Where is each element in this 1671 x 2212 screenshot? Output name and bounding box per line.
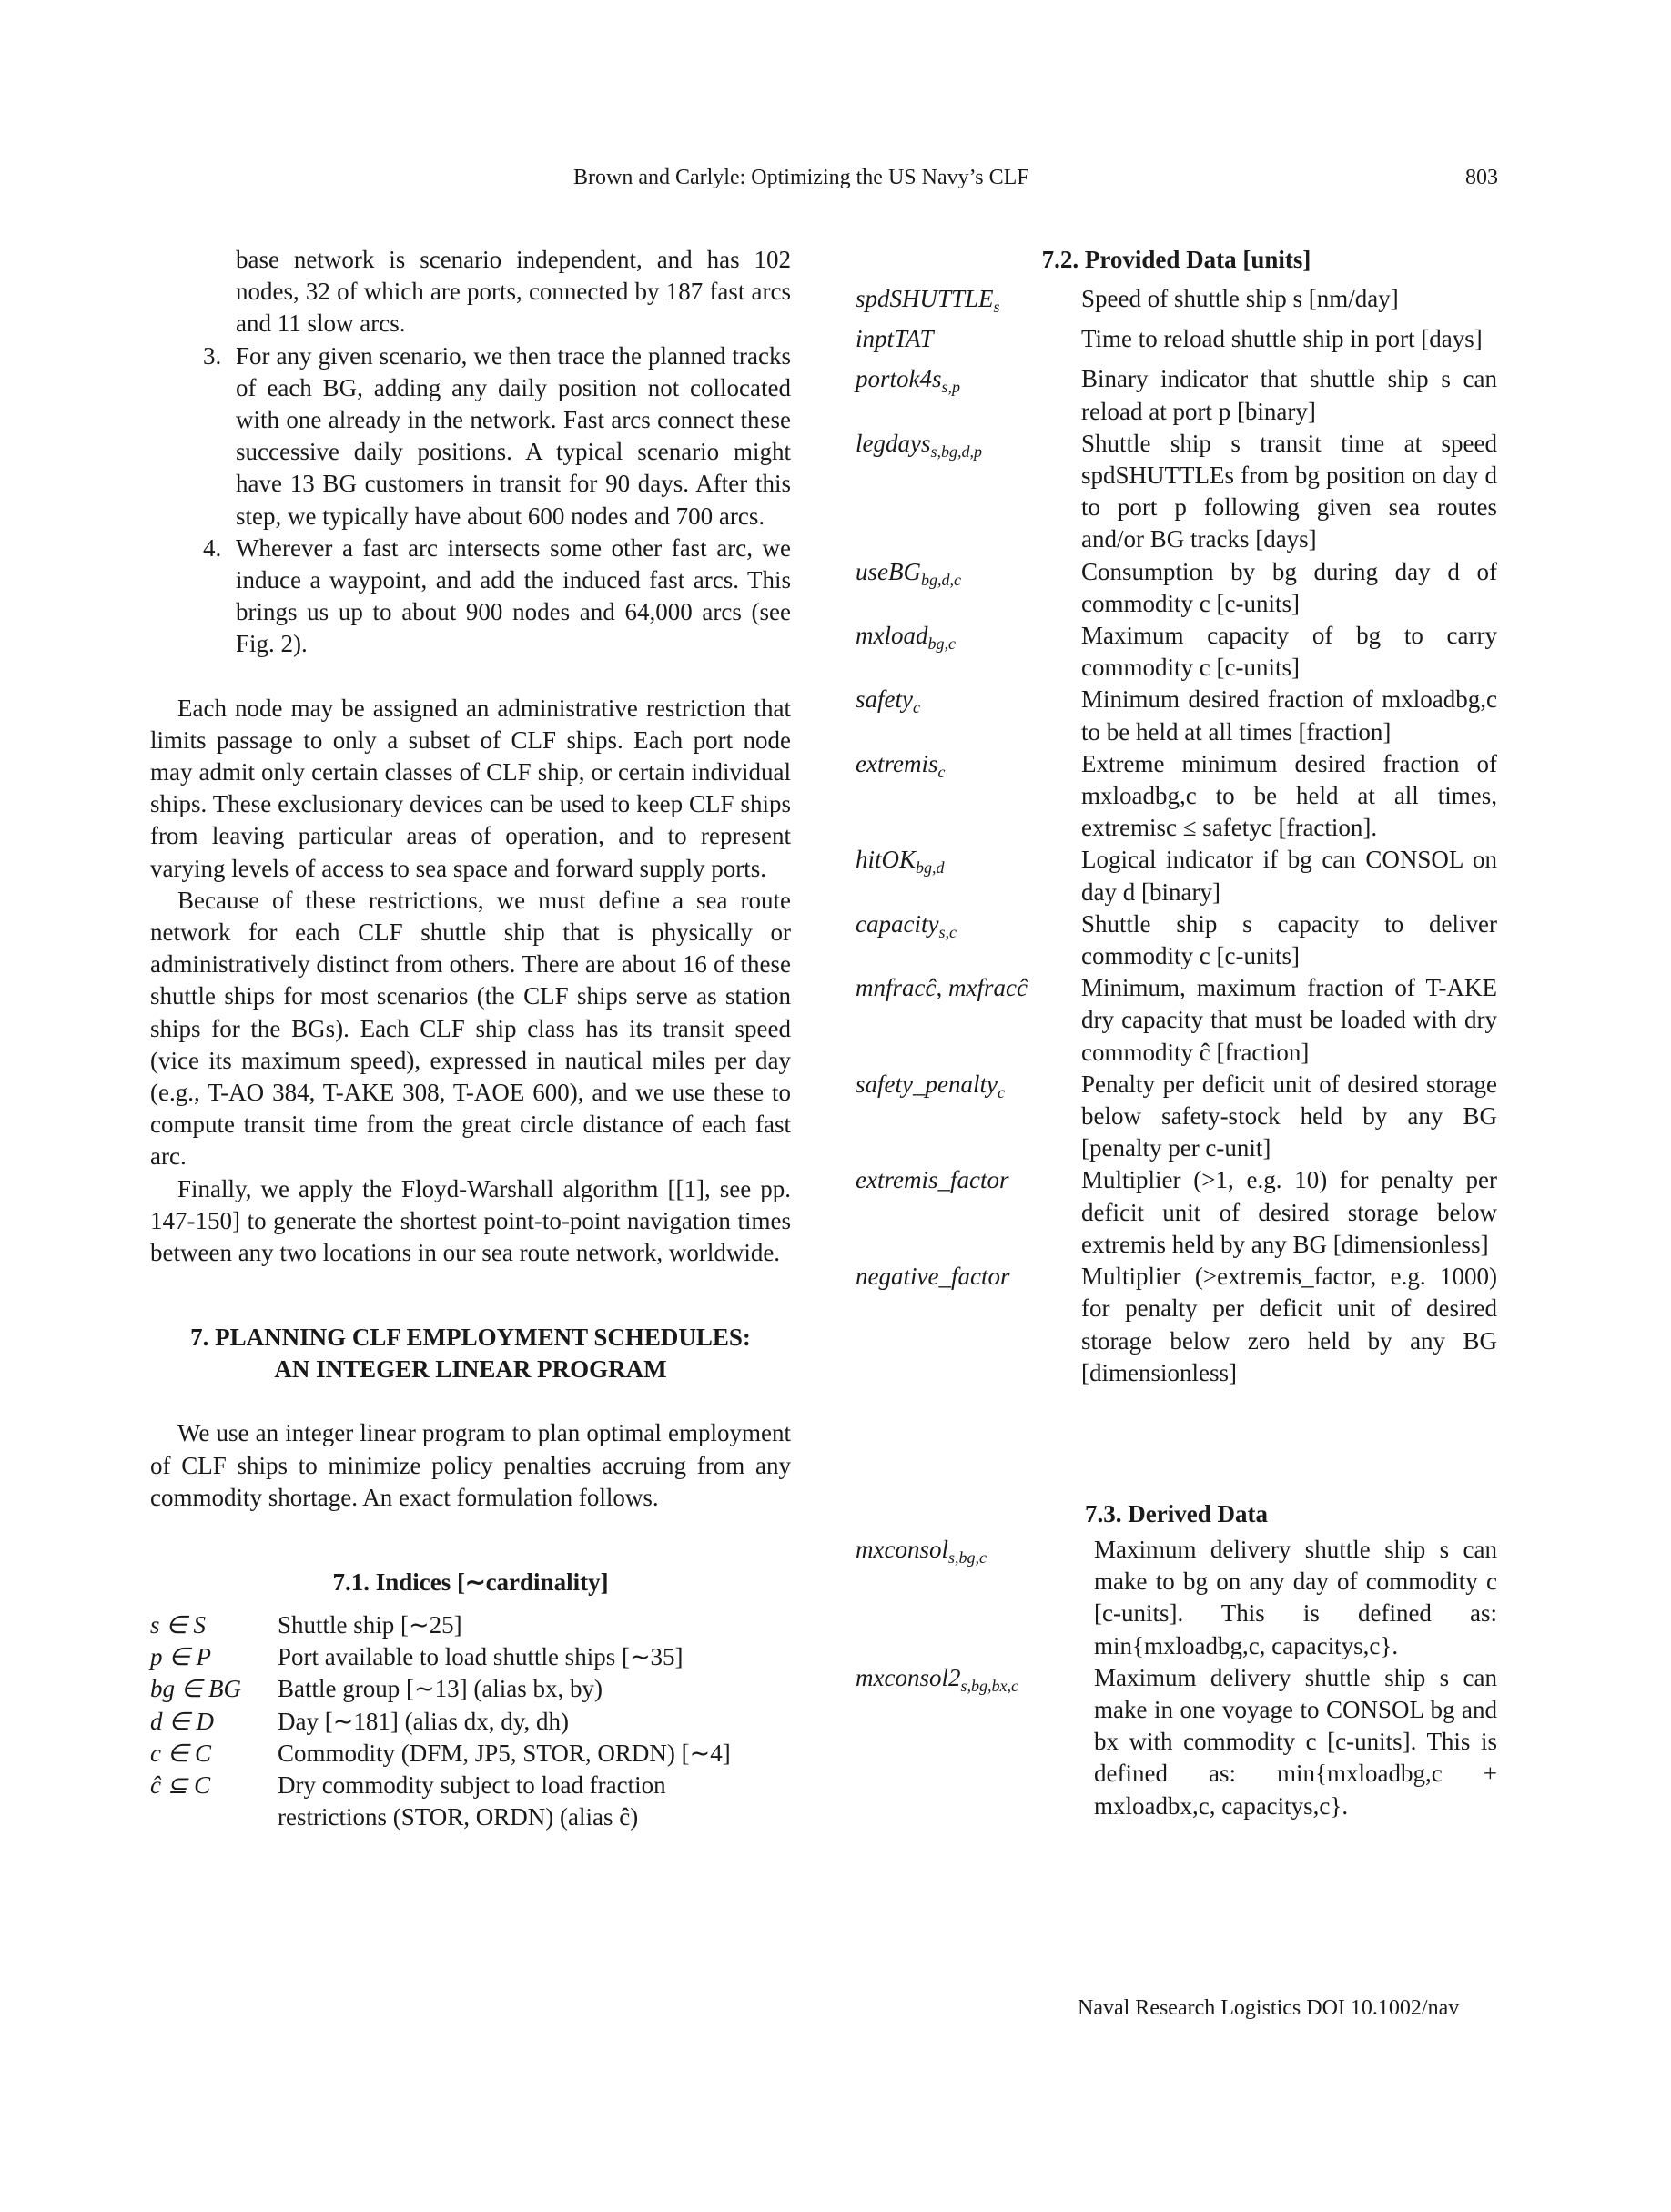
definition-row <box>856 323 1497 363</box>
index-description: Battle group [∼13] (alias bx, by) <box>278 1675 603 1703</box>
definition-term: spdSHUTTLE$_s$ <box>856 285 1000 316</box>
list-item-3 <box>150 340 791 533</box>
definition-term: extremis_factor <box>856 1166 1009 1194</box>
numbered-list <box>150 340 791 661</box>
definition-term: hitOK$_{bg,d}$ <box>856 846 945 878</box>
table-row <box>150 1801 791 1833</box>
definition-term: negative_factor <box>856 1263 1010 1291</box>
definition-text: Consumption by bg during day d of commodity c [c-units] <box>1081 557 1497 617</box>
definition-row <box>856 1662 1497 1822</box>
definition-text: Binary indicator that shuttle ship s can reload at port p [binary] <box>1081 365 1497 425</box>
provided-data-list <box>856 283 1497 1389</box>
list-item-text: For any given scenario, we then trace the planned tracks of each BG, adding any daily position not collocated with one already in the network. Fast arcs connect these successive daily positions. A typical scenario might have 13 BG customers in transit for 90 days. After this step, we typically have about 600 nodes and 700 arcs. <box>236 341 791 530</box>
table-row <box>150 1770 791 1801</box>
definition-term: $portok4s_{s,p}$ <box>856 365 961 397</box>
definition-term: safety$_c$ <box>856 685 920 717</box>
left-column <box>150 244 791 1833</box>
index-description: Day [∼181] (alias dx, dy, dh) <box>278 1707 570 1735</box>
definition-row <box>856 908 1497 972</box>
definition-text: Maximum delivery shuttle ship s can make in one voyage to CONSOL bg and bx with commodity c [c-units]. This is defined as: min{mxloadbg,c + mxloadbx,c, capacitys,c}. <box>1094 1663 1497 1820</box>
running-title: Brown and Carlyle: Optimizing the US Navy’s CLF <box>573 166 1029 189</box>
definition-term: mxconsol$_{s,bg,c}$ <box>856 1535 987 1567</box>
table-row <box>150 1706 791 1738</box>
definition-term: safety_penalty$_c$ <box>856 1070 1005 1101</box>
definition-term: useBG$_{bg,d,c}$ <box>856 557 961 589</box>
definition-term: mnfracĉ, mxfracĉ <box>856 974 1028 1002</box>
index-symbol: s ∈ S <box>150 1610 207 1639</box>
journal-footer: Naval Research Logistics DOI 10.1002/nav <box>1078 1996 1460 2020</box>
definition-text: Shuttle ship s capacity to deliver commodity c [c-units] <box>1081 909 1497 970</box>
definition-row <box>856 1261 1497 1389</box>
list-number: 3. <box>203 341 222 370</box>
definition-row <box>856 844 1497 908</box>
right-column <box>856 244 1497 1822</box>
definition-term: legdays$_{s,bg,d,p}$ <box>856 429 982 461</box>
definition-row <box>856 1069 1497 1165</box>
definition-text: Minimum desired fraction of mxloadbg,c to be held at all times [fraction] <box>1081 685 1497 746</box>
definition-text: Maximum delivery shuttle ship s can make to bg on any day of commodity c [c-units]. This is defined as: min{mxloadbg,c, capacitys,c}. <box>1094 1535 1497 1659</box>
table-row <box>150 1738 791 1770</box>
definition-text: Shuttle ship s transit time at speed spdSHUTTLEs from bg position on day d to port p following given sea routes and/or BG tracks [days] <box>1081 429 1497 553</box>
definition-row <box>856 972 1497 1069</box>
index-description: restrictions (STOR, ORDN) (alias ĉ) <box>278 1803 639 1831</box>
index-symbol: ĉ ⊆ C <box>150 1771 211 1799</box>
index-description: Port available to load shuttle ships [∼35] <box>278 1643 684 1671</box>
index-symbol: d ∈ D <box>150 1707 215 1735</box>
definition-row <box>856 556 1497 620</box>
definition-term: inptTAT <box>856 325 934 353</box>
definition-term: $mxconsol2_{s,bg,bx,c}$ <box>856 1663 1018 1695</box>
definition-row <box>856 428 1497 556</box>
list-number: 4. <box>203 533 222 562</box>
definition-text: Time to reload shuttle ship in port [days] <box>1081 325 1483 353</box>
definition-row <box>856 1164 1497 1261</box>
table-row <box>150 1609 791 1641</box>
definition-row <box>856 684 1497 747</box>
definition-text: Maximum capacity of bg to carry commodity c [c-units] <box>1081 622 1497 682</box>
paragraph: Finally, we apply the Floyd-Warshall algorithm [[1], see pp. 147-150] to generate the shortest point-to-point navigation times between any two locations in our sea route network, worldwide. <box>150 1174 791 1267</box>
definition-text: Logical indicator if bg can CONSOL on day d [binary] <box>1081 846 1497 906</box>
section-heading <box>150 1322 791 1385</box>
index-description: Dry commodity subject to load fraction <box>278 1771 666 1799</box>
paragraph: We use an integer linear program to plan optimal employment of CLF ships to minimize policy penalties accruing from any commodity shortage. An exact formulation follows. <box>150 1419 791 1511</box>
subsection-heading: 7.1. Indices [∼cardinality] <box>332 1568 609 1596</box>
definition-row <box>856 620 1497 684</box>
list-continuation: base network is scenario independent, and has 102 nodes, 32 of which are ports, connected by 187 fast arcs and 11 slow arcs. <box>236 246 791 338</box>
definition-text: Multiplier (>1, e.g. 10) for penalty per deficit unit of desired storage below extremis held by any BG [dimensionless] <box>1081 1166 1497 1258</box>
table-row <box>150 1641 791 1673</box>
subsection-heading: 7.3. Derived Data <box>1085 1499 1268 1527</box>
definition-text: Speed of shuttle ship s [nm/day] <box>1081 285 1399 312</box>
definition-row <box>856 748 1497 845</box>
index-description: Commodity (DFM, JP5, STOR, ORDN) [∼4] <box>278 1739 731 1767</box>
definition-text: Extreme minimum desired fraction of mxloadbg,c to be held at all times, extremisc ≤ safetyc [fraction]. <box>1081 749 1497 842</box>
definition-term: mxload$_{bg,c}$ <box>856 622 956 654</box>
derived-data-list <box>856 1534 1497 1822</box>
indices-table <box>150 1609 791 1833</box>
definition-term: capacity$_{s,c}$ <box>856 909 957 941</box>
definition-row <box>856 363 1497 427</box>
index-symbol: bg ∈ BG <box>150 1675 242 1703</box>
definition-text: Minimum, maximum fraction of T-AKE dry capacity that must be loaded with dry commodity ĉ [fraction] <box>1081 974 1497 1066</box>
index-symbol: p ∈ P <box>150 1643 212 1671</box>
paragraph: Each node may be assigned an administrative restriction that limits passage to only a subset of CLF ships. Each port node may admit only certain classes of CLF ship, or certain individual ships. These exclusionary devices can be used to keep CLF ships from leaving particular areas of operation, and to represent varying levels of access to sea space and forward supply ports. <box>150 694 791 882</box>
definition-row <box>856 1534 1497 1662</box>
index-symbol: c ∈ C <box>150 1739 212 1767</box>
definition-text: Penalty per deficit unit of desired storage below safety-stock held by any BG [penalty per c-unit] <box>1081 1070 1497 1162</box>
definition-text: Multiplier (>extremis_factor, e.g. 1000) for penalty per deficit unit of desired storage below zero held by any BG [dimensionless] <box>1081 1263 1497 1386</box>
section-heading-line: AN INTEGER LINEAR PROGRAM <box>274 1355 667 1384</box>
section-heading-line: 7. PLANNING CLF EMPLOYMENT SCHEDULES: <box>190 1324 751 1352</box>
table-row <box>150 1673 791 1705</box>
list-item-text: Wherever a fast arc intersects some other fast arc, we induce a waypoint, and add the induced fast arcs. This brings us up to about 900 nodes and 64,000 arcs (see Fig. 2). <box>236 533 791 658</box>
paragraph: Because of these restrictions, we must define a sea route network for each CLF shuttle ship that is physically or administratively distinct from others. There are about 16 of these shuttle ships for most scenarios (the CLF ships serve as station ships for the BGs). Each CLF ship class has its transit speed (vice its maximum speed), expressed in nautical miles per day (e.g., T-AO 384, T-AKE 308, T-AOE 600), and we use these to compute transit time from the great circle distance of each fast arc. <box>150 886 791 1171</box>
index-description: Shuttle ship [∼25] <box>278 1610 462 1639</box>
list-item-4 <box>150 533 791 661</box>
definition-row <box>856 283 1497 323</box>
definition-term: extremis$_c$ <box>856 749 946 781</box>
subsection-heading: 7.2. Provided Data [units] <box>1041 246 1311 273</box>
page-number: 803 <box>1465 166 1498 189</box>
